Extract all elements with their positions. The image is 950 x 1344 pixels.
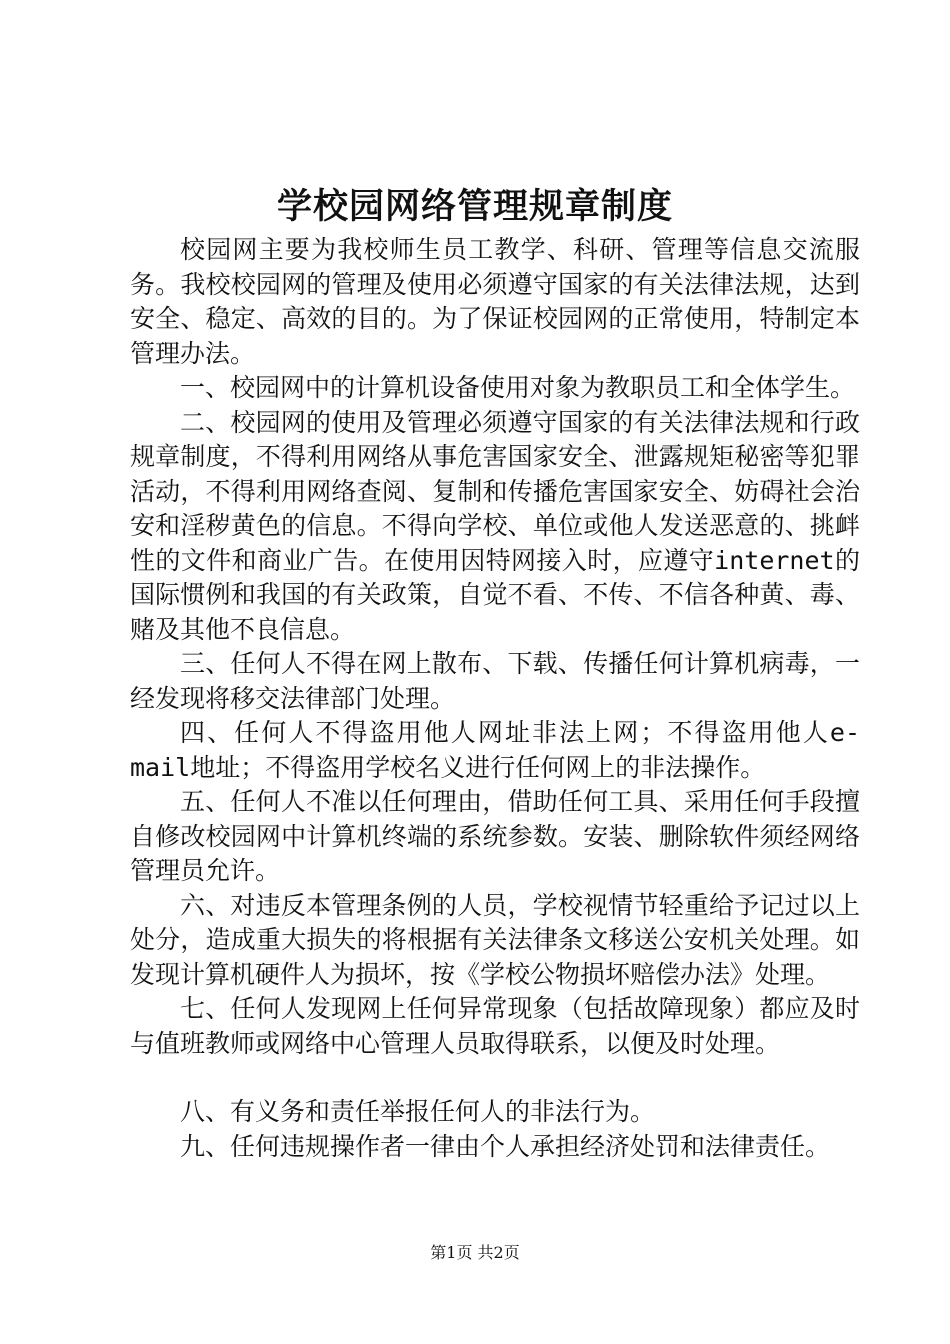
document-body <box>130 233 860 1164</box>
paragraph-rule-6: 六、对违反本管理条例的人员，学校视情节轻重给予记过以上处分，造成重大损失的将根据有关法律条文移送公安机关处理。如发现计算机硬件人为损坏，按《学校公物损坏赔偿办法》处理。 <box>130 890 860 989</box>
paragraph-rule-4: 四、任何人不得盗用他人网址非法上网；不得盗用他人e-mail地址；不得盗用学校名义进行任何网上的非法操作。 <box>130 718 860 782</box>
paragraph-intro: 校园网主要为我校师生员工教学、科研、管理等信息交流服务。我校校园网的管理及使用必须遵守国家的有关法律法规，达到安全、稳定、高效的目的。为了保证校园网的正常使用，特制定本管理办法。 <box>130 235 860 368</box>
paragraph-rule-2: 二、校园网的使用及管理必须遵守国家的有关法律法规和行政规章制度，不得利用网络从事危害国家安全、泄露规矩秘密等犯罪活动，不得利用网络查阅、复制和传播危害国家安全、妨碍社会治安和淫秽黄色的信息。不得向学校、单位或他人发送恶意的、挑衅性的文件和商业广告。在使用因特网接入时，应遵守internet的国际惯例和我国的有关政策，自觉不看、不传、不信各种黄、毒、赌及其他不良信息。 <box>130 407 860 644</box>
paragraph-rule-3: 三、任何人不得在网上散布、下载、传播任何计算机病毒，一经发现将移交法律部门处理。 <box>130 649 860 713</box>
paragraph-rule-1: 一、校园网中的计算机设备使用对象为教职员工和全体学生。 <box>180 373 856 402</box>
paragraph-rule-9: 九、任何违规操作者一律由个人承担经济处罚和法律责任。 <box>180 1131 831 1161</box>
paragraph-spacer <box>130 1061 860 1095</box>
paragraph-rule-7: 七、任何人发现网上任何异常现象（包括故障现象）都应及时与值班教师或网络中心管理人员取得联系，以便及时处理。 <box>130 994 860 1058</box>
document-title: 学校园网络管理规章制度 <box>276 186 673 227</box>
paragraph-rule-8: 八、有义务和责任举报任何人的非法行为。 <box>180 1097 656 1126</box>
page-footer: 第1页 共2页 <box>430 1243 520 1262</box>
paragraph-rule-5: 五、任何人不准以任何理由，借助任何工具、采用任何手段擅自修改校园网中计算机终端的系统参数。安装、删除软件须经网络管理员允许。 <box>130 787 860 885</box>
